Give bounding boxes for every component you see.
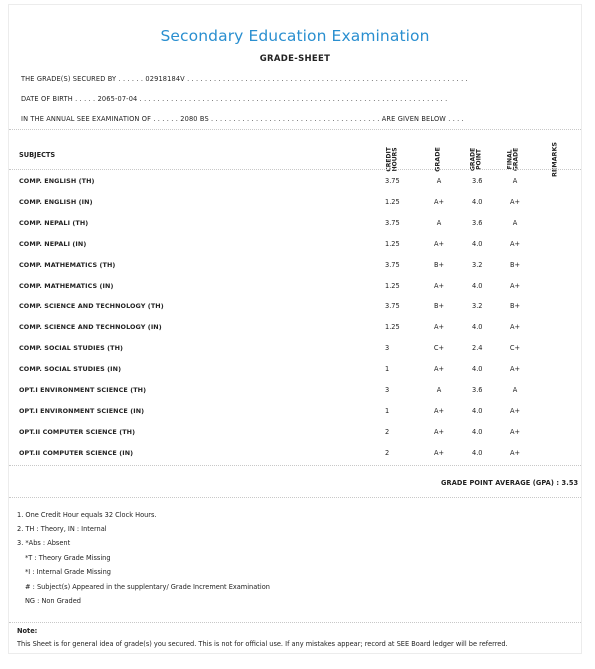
table-row [9,240,581,261]
table-row [9,198,581,219]
credit-hours-cell: 3 [385,344,390,353]
grade-cell: A+ [433,239,445,248]
final-grade-cell: B+ [509,302,521,311]
grades-secured-label: THE GRADE(S) SECURED BY [21,75,117,83]
table-row [9,219,581,240]
final-grade-cell: A [512,177,518,185]
subject-cell: COMP. ENGLISH (IN) [19,197,93,206]
grade-point-cell: 3.2 [472,302,483,311]
footer-note-label: Note: [17,627,38,635]
grade-point-cell: 4.0 [472,239,483,248]
final-grade-header: FINAL GRADE [506,147,520,172]
final-grade-cell: A+ [509,197,521,206]
grade-cell: B+ [433,260,445,269]
dob-value: 2065-07-04 [97,95,138,103]
credit-hours-cell: 2 [385,448,390,457]
credit-hours-cell: 1 [385,365,390,374]
subject-cell: OPT.I ENVIRONMENT SCIENCE (IN) [19,406,145,415]
credit-hours-cell: 3.75 [385,302,400,311]
table-row [9,282,581,303]
subject-cell: OPT.II COMPUTER SCIENCE (IN) [19,448,134,457]
grade-point-cell: 4.0 [472,365,483,374]
grade-point-cell: 2.4 [472,344,483,353]
exam-year: 2080 BS [180,115,209,123]
exam-label: IN THE ANNUAL SEE EXAMINATION OF [21,115,152,123]
grade-cell: C+ [433,344,445,353]
final-grade-cell: A+ [509,239,521,248]
subject-cell: OPT.II COMPUTER SCIENCE (TH) [19,427,136,436]
grades-secured-line: THE GRADE(S) SECURED BY . . . . . . 02918184V . . . . . . . . . . . . . . . . . . . . . . . . . . . . . . . . . . . . . . . . . . . . . . . . . . . . . . . . . . . . . . . [21,75,468,83]
grade-cell: A+ [433,197,445,206]
sheet-subtitle: GRADE-SHEET [259,54,331,64]
grade-sheet [8,4,582,654]
credit-hours-cell: 3.75 [385,218,400,227]
remarks-header: REMARKS [550,141,559,178]
grade-point-cell: 3.6 [472,177,483,185]
final-grade-cell: A+ [509,448,521,457]
dob-label: DATE OF BIRTH [21,95,73,103]
table-row [9,386,581,407]
grade-cell: A [436,177,442,185]
grade-point-cell: 4.0 [472,406,483,415]
credit-hours-cell: 2 [385,427,390,436]
exam-line: IN THE ANNUAL SEE EXAMINATION OF . . . . . . 2080 BS . . . . . . . . . . . . . . . . . . . . . . . . . . . . . . . . . . . . . . ARE GIVEN BELOW . . . . [21,115,464,123]
subject-cell: COMP. SCIENCE AND TECHNOLOGY (IN) [19,323,162,332]
gpa-summary: GRADE POINT AVERAGE (GPA) : 3.53 [441,479,579,487]
grade-cell: A [436,218,442,227]
grade-point-header: GRADE POINT [469,147,483,172]
grade-point-cell: 3.6 [472,218,483,227]
subject-cell: COMP. MATHEMATICS (TH) [19,260,116,269]
table-row [9,407,581,428]
gpa-divider [9,497,581,498]
final-grade-cell: A+ [509,406,521,415]
table-divider [9,465,581,466]
table-row [9,302,581,323]
grade-cell: A+ [433,406,445,415]
note-th-in: 2. TH : Theory, IN : Internal [17,525,107,533]
table-row [9,323,581,344]
subject-cell: COMP. NEPALI (IN) [19,239,87,248]
subject-cell: COMP. SOCIAL STUDIES (TH) [19,344,124,353]
subject-cell: COMP. SCIENCE AND TECHNOLOGY (TH) [19,302,164,311]
grade-point-cell: 4.0 [472,281,483,290]
note-supplementary: # : Subject(s) Appeared in the supplentary/ Grade Increment Examination [25,583,270,591]
note-absent: 3. *Abs : Absent [17,539,71,547]
grade-point-cell: 4.0 [472,448,483,457]
grade-point-cell: 3.2 [472,260,483,269]
final-grade-cell: A+ [509,323,521,332]
final-grade-cell: A+ [509,281,521,290]
subject-cell: COMP. ENGLISH (TH) [19,177,95,185]
subjects-header: SUBJECTS [19,151,56,159]
table-row [9,177,581,198]
header-divider [9,169,581,170]
credit-hours-cell: 3 [385,386,390,394]
table-row [9,449,581,470]
dob-line: DATE OF BIRTH . . . . . 2065-07-04 . . . . . . . . . . . . . . . . . . . . . . . . . . . . . . . . . . . . . . . . . . . . . . . . . . . . . . . . . . . . . . . . . . . . . [21,95,448,103]
grade-cell: A+ [433,323,445,332]
credit-hours-cell: 1.25 [385,323,400,332]
subject-cell: COMP. SOCIAL STUDIES (IN) [19,365,122,374]
final-grade-cell: C+ [509,344,521,353]
grade-point-cell: 3.6 [472,386,483,394]
grade-cell: A+ [433,281,445,290]
credit-hours-header: CREDIT HOURS [385,147,399,172]
credit-hours-cell: 1 [385,406,390,415]
final-grade-cell: A+ [509,365,521,374]
final-grade-cell: A [512,218,518,227]
symbol-number: 02918184V [145,75,185,83]
credit-hours-cell: 3.75 [385,177,400,185]
footer-divider [9,622,581,623]
grade-cell: A [436,386,442,394]
table-row [9,344,581,365]
note-credit-hours: 1. One Credit Hour equals 32 Clock Hours. [17,511,157,519]
final-grade-cell: A+ [509,427,521,436]
credit-hours-cell: 1.25 [385,281,400,290]
divider [9,129,581,130]
subject-cell: OPT.I ENVIRONMENT SCIENCE (TH) [19,386,147,394]
table-row [9,428,581,449]
given-below-label: ARE GIVEN BELOW [381,115,446,123]
table-row [9,365,581,386]
grade-cell: A+ [433,427,445,436]
table-row [9,261,581,282]
subject-cell: COMP. NEPALI (TH) [19,218,89,227]
grade-cell: B+ [433,302,445,311]
note-theory-missing: *T : Theory Grade Missing [25,554,111,562]
credit-hours-cell: 1.25 [385,239,400,248]
grade-header: GRADE [433,147,442,172]
grade-point-cell: 4.0 [472,197,483,206]
subject-cell: COMP. MATHEMATICS (IN) [19,281,114,290]
footer-note-text: This Sheet is for general idea of grade(s) you secured. This is not for official use. If any mistakes appear; record at SEE Board ledger will be referred. [17,640,508,648]
final-grade-cell: A [512,386,518,394]
grade-point-cell: 4.0 [472,427,483,436]
exam-title: Secondary Education Examination [160,27,430,45]
grade-point-cell: 4.0 [472,323,483,332]
credit-hours-cell: 3.75 [385,260,400,269]
note-non-graded: NG : Non Graded [25,597,81,605]
final-grade-cell: B+ [509,260,521,269]
grade-cell: A+ [433,365,445,374]
credit-hours-cell: 1.25 [385,197,400,206]
grade-cell: A+ [433,448,445,457]
note-internal-missing: *I : Internal Grade Missing [25,568,111,576]
